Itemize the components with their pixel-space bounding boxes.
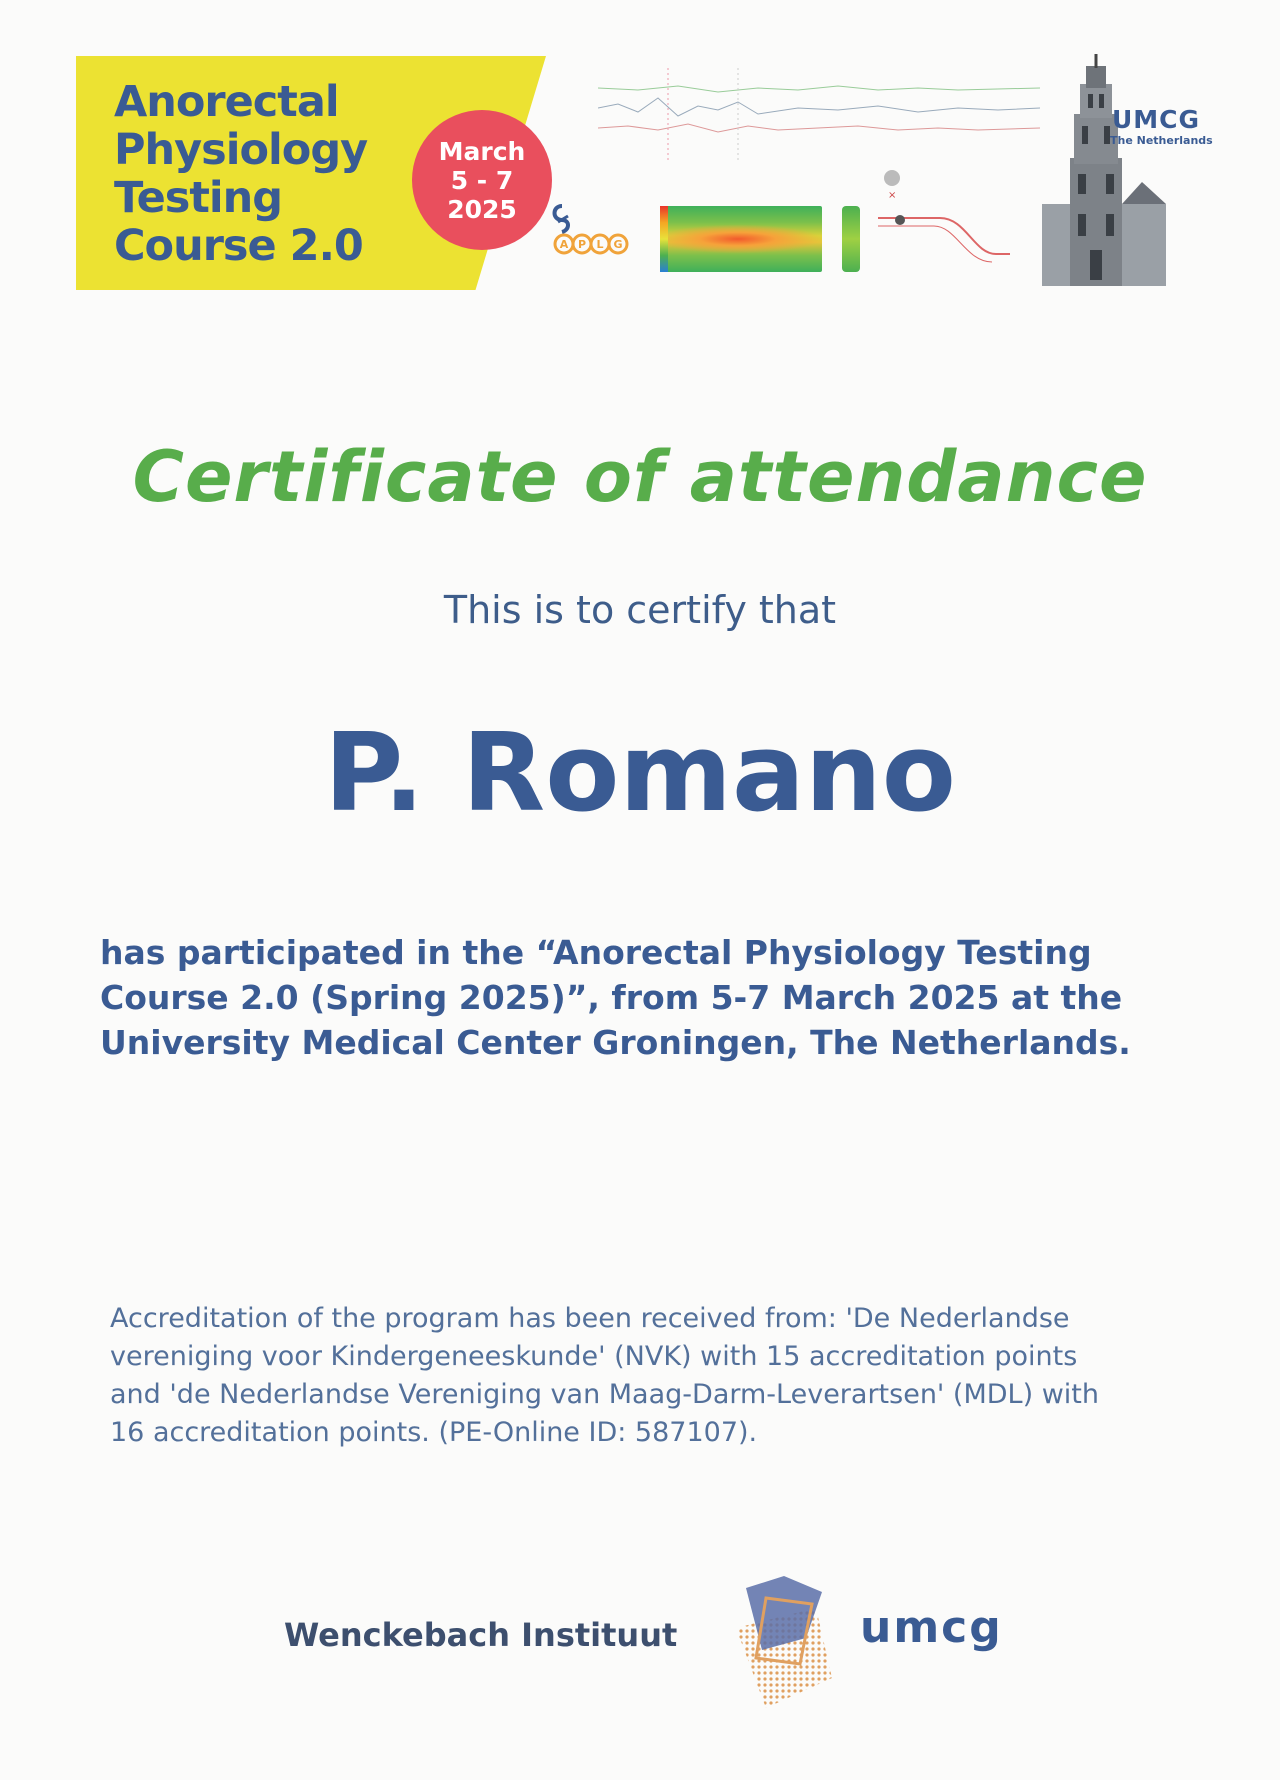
course-title [114,78,414,270]
course-title-line-3: Testing [114,173,283,223]
participation-line: Course 2.0 (Spring 2025)”, from 5-7 March 2025 at the [100,978,1123,1017]
certificate-heading: Certificate of attendance [132,436,1148,518]
brain-icon [884,170,900,186]
participation-line: has participated in the “Anorectal Physiology Testing [100,933,1092,972]
wenckebach-institute-logo: Wenckebach Instituut [284,1616,678,1654]
accreditation-line: vereniging voor Kindergeneeskunde' (NVK) with 15 accreditation points [110,1341,1078,1372]
umcg-logo-footer: umcg [860,1602,1003,1653]
course-title-line-1: Anorectal [114,77,339,127]
recipient-name: P. Romano [324,711,956,836]
manometry-trace-graphic [598,68,1040,160]
accreditation-statement [110,1300,1260,1452]
pressure-heatmap [660,206,822,272]
aplg-letter-g: G [613,238,623,251]
date-year: 2025 [447,194,517,224]
umcg-logo-header: UMCG [1112,105,1201,134]
date-badge [412,110,552,250]
umcg-logo-subtitle: The Netherlands [1110,134,1213,147]
date-days: 5 - 7 [450,165,514,195]
svg-text:×: × [888,190,897,201]
certify-intro: This is to certify that [443,588,837,632]
accreditation-line: Accreditation of the program has been received from: 'De Nederlandse [110,1303,1070,1334]
date-month: March [438,136,526,166]
anorectal-diagram-graphic [870,168,1020,272]
accreditation-line: and 'de Nederlandse Vereniging van Maag-Darm-Leverartsen' (MDL) with [110,1379,1099,1410]
course-title-line-4: Course 2.0 [114,221,363,271]
accreditation-line: 16 accreditation points. (PE-Online ID: 587107). [110,1417,758,1448]
probe-icon [895,215,905,225]
martini-tower-image [1042,54,1166,286]
participation-statement [100,930,1250,1065]
umcg-logo-icon [726,1568,842,1712]
participation-line: University Medical Center Groningen, The Netherlands. [100,1023,1131,1062]
aplg-letter-a: A [559,238,569,251]
aplg-letter-p: P [577,238,587,251]
aplg-letter-l: L [596,238,604,251]
heatmap-color-scale [660,206,668,272]
aplg-logo [548,200,634,266]
course-title-line-2: Physiology [114,125,368,175]
pressure-heatmap-small [842,206,860,272]
